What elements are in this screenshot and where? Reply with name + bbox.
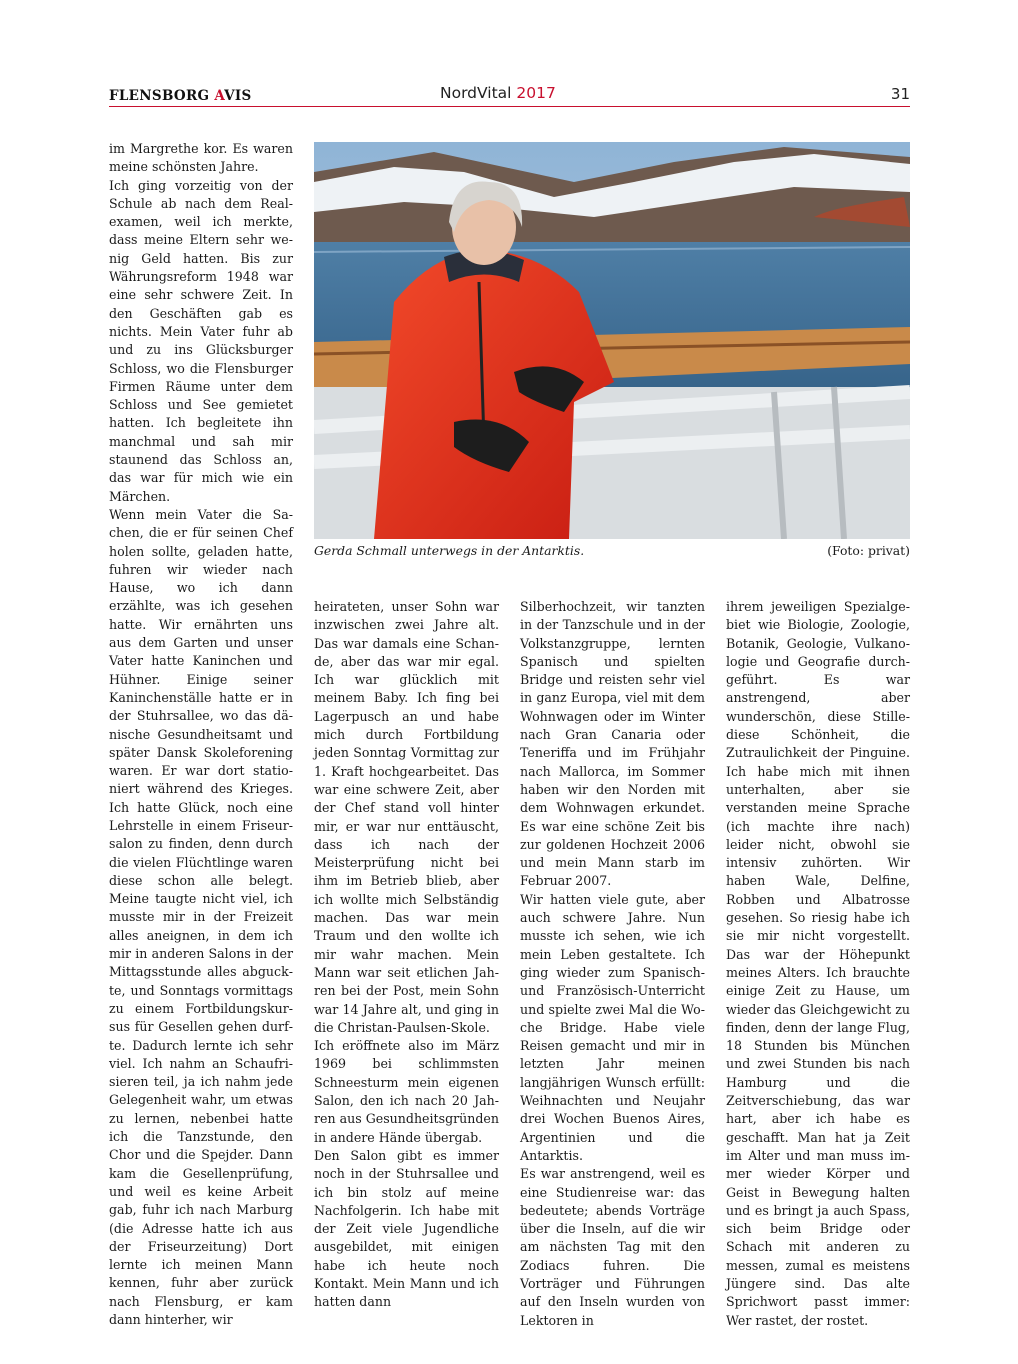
page-header: [109, 84, 910, 107]
article-column-1: [109, 140, 293, 1329]
paragraph: Wir hatten viele gute, aber auch schwere Jahre. Nun musste ich sehen, wie ich mein Leben gestaltete. Ich ging wieder zum Spanisch- und Französisch-Unterricht und spielte zwei Mal die Woche Bridge. Habe viele Reisen gemacht und mir in letzten Jahr meinen langjährigen Wunsch erfüllt: Weihnachten und Neujahr drei Wochen Buenos Aires, Argentinien und die Antarktis.: [520, 891, 705, 1163]
article-column-2: [314, 598, 499, 1312]
photo-caption: Gerda Schmall unterwegs in der Antarktis.: [314, 543, 585, 558]
paragraph: Den Salon gibt es immer noch in der Stuhrsallee und ich bin stolz auf meine Nachfolgerin. Ich habe mit der Zeit viele Jugendliche ausgebildet, mit einigen habe ich heute noch Kontakt. Mein Mann und ich hatten dann: [314, 1147, 499, 1310]
paragraph: Es war anstrengend, weil es eine Studienreise war: das bedeutete; abends Vorträge über die Inseln, auf die wir am nächsten Tag mit den Zodiacs fuhren. Die Vorträger und Führungen auf den Inseln wurden von Lektoren in: [520, 1166, 705, 1328]
paragraph: heirateten, unser Sohn war inzwischen zwei Jahre alt. Das war damals eine Schande, aber das war mir egal. Ich war glücklich mit meinem Baby. Ich fing bei Lagerpusch an und habe mich durch Fortbildung jeden Sonntag Vormittag zur 1. Kraft hochgearbeitet. Das war eine schwere Zeit, aber der Chef stand voll hinter mir, er war nur enttäuscht, dass ich nach der Meisterprüfung nicht bei ihm im Betrieb blieb, aber ich wollte mich Selbständig machen. Das war mein Traum und den wollte ich mir wahr machen. Mein Mann war seit etlichen Jahren bei der Post, mein Sohn war 14 Jahre alt, und ging in die Christan-Paulsen-Skole.: [314, 599, 499, 1035]
paragraph: ihrem jeweiligen Spezialgebiet wie Biologie, Zoologie, Botanik, Geologie, Vulkanologie und Geografie durchgeführt. Es war anstrengend, aber wunderschön, diese Stille- diese Schönheit, die Zutraulichkeit der Pinguine. Ich habe mich mit ihnen unterhalten, aber sie verstanden meine Sprache (ich machte ihre nach) leider nicht, obwohl sie intensiv zuhörten. Wir haben Wale, Delfine, Robben und Albatrosse gesehen. So riesig habe ich sie mir nicht vorgestellt. Das war der Höhepunkt meines Alters. Ich brauchte einige Zeit zu Hause, um wieder das Gleichgewicht zu finden, denn der lange Flug, 18 Stunden bis München und zwei Stunden bis nach Hamburg und die Zeitverschiebung, das war hart, aber ich habe es geschafft. Man hat ja Zeit im Alter und man muss immer wieder Körper und Geist in Bewegung halten und es bringt ja auch Spass, sich beim Bridge oder Schach mit anderen zu messen, zumal es meistens Jüngere sind. Das alte Sprichwort passt immer: Wer rastet, der rostet.: [726, 599, 910, 1328]
paragraph: Ich ging vorzeitig von der Schule ab nach dem Realexamen, weil ich merkte, dass meine Eltern sehr wenig Geld hatten. Bis zur Währungsreform 1948 war eine sehr schwere Zeit. In den Geschäften gab es nichts. Mein Vater fuhr ab und zu ins Glücksburger Schloss, wo die Flensburger Firmen Räume unter dem Schloss und See gemietet hatten. Ich begleitete ihn manchmal und sah mir staunend das Schloss an, das war für mich wie ein Märchen.: [109, 177, 293, 504]
paragraph: im Margrethe kor. Es waren meine schönsten Jahre.: [109, 141, 293, 175]
page-number: 31: [890, 85, 910, 103]
article-column-4: [726, 598, 910, 1330]
article-column-3: [520, 598, 705, 1330]
paragraph: Ich eröffnete also im März 1969 bei schlimmsten Schneesturm mein eigenen Salon, den ich nach 20 Jahren aus Gesundheitsgründen in andere Hände übergab.: [314, 1038, 499, 1145]
paragraph: Wenn mein Vater die Sachen, die er für seinen Chef holen sollte, geladen hatte, fuhren wir wieder nach Hause, wo ich dann erzählte, was ich gesehen hatte. Wir ernährten uns aus dem Garten und unser Vater hatte Kaninchen und Hühner. Einige seiner Kaninchenställe hatte er in der Stuhrsallee, wo das dänische Gesundheitsamt und später Dansk Skoleforening waren. Er war dort stationiert während des Krieges. Ich hatte Glück, noch eine Lehrstelle in einem Friseursalon zu finden, denn durch die vielen Flüchtlinge waren diese schon alle belegt. Meine taugte nicht viel, ich musste mir in der Freizeit alles aneignen, in dem ich mir in anderen Salons in der Mittagsstunde alles abguckte, und Sonntags vormittags zu einem Fortbildungskursus für Gesellen gehen durfte. Dadurch lernte ich sehr viel. Ich nahm an Schaufrisieren teil, ja ich nahm jede Gelegenheit wahr, um etwas zu lernen, nebenbei hatte ich die Tanzstunde, den Chor und die Spejder. Dann kam die Gesellenprüfung, und weil es keine Arbeit gab, fuhr ich nach Marburg (die Adresse hatte ich aus der Friseurzeitung) Dort lernte ich meinen Mann kennen, fuhr aber zurück nach Flensburg, er kam dann hinterher, wir: [109, 506, 293, 1327]
newspaper-logo: FLENSBORG AVIS: [109, 88, 252, 104]
magazine-title: NordVital 2017: [440, 84, 556, 102]
photo-credit: (Foto: privat): [827, 543, 910, 558]
antarctica-photo: [314, 142, 910, 539]
paragraph: Silberhochzeit, wir tanzten in der Tanzschule und in der Volkstanzgruppe, lernten Spanisch und spielten Bridge und reisten sehr viel in ganz Europa, viel mit dem Wohnwagen oder im Winter nach Gran Canaria oder Teneriffa und im Frühjahr nach Mallorca, im Sommer haben wir den Norden mit dem Wohnwagen erkundet. Es war eine schöne Zeit bis zur goldenen Hochzeit 2006 und mein Mann starb im Februar 2007.: [520, 599, 705, 889]
